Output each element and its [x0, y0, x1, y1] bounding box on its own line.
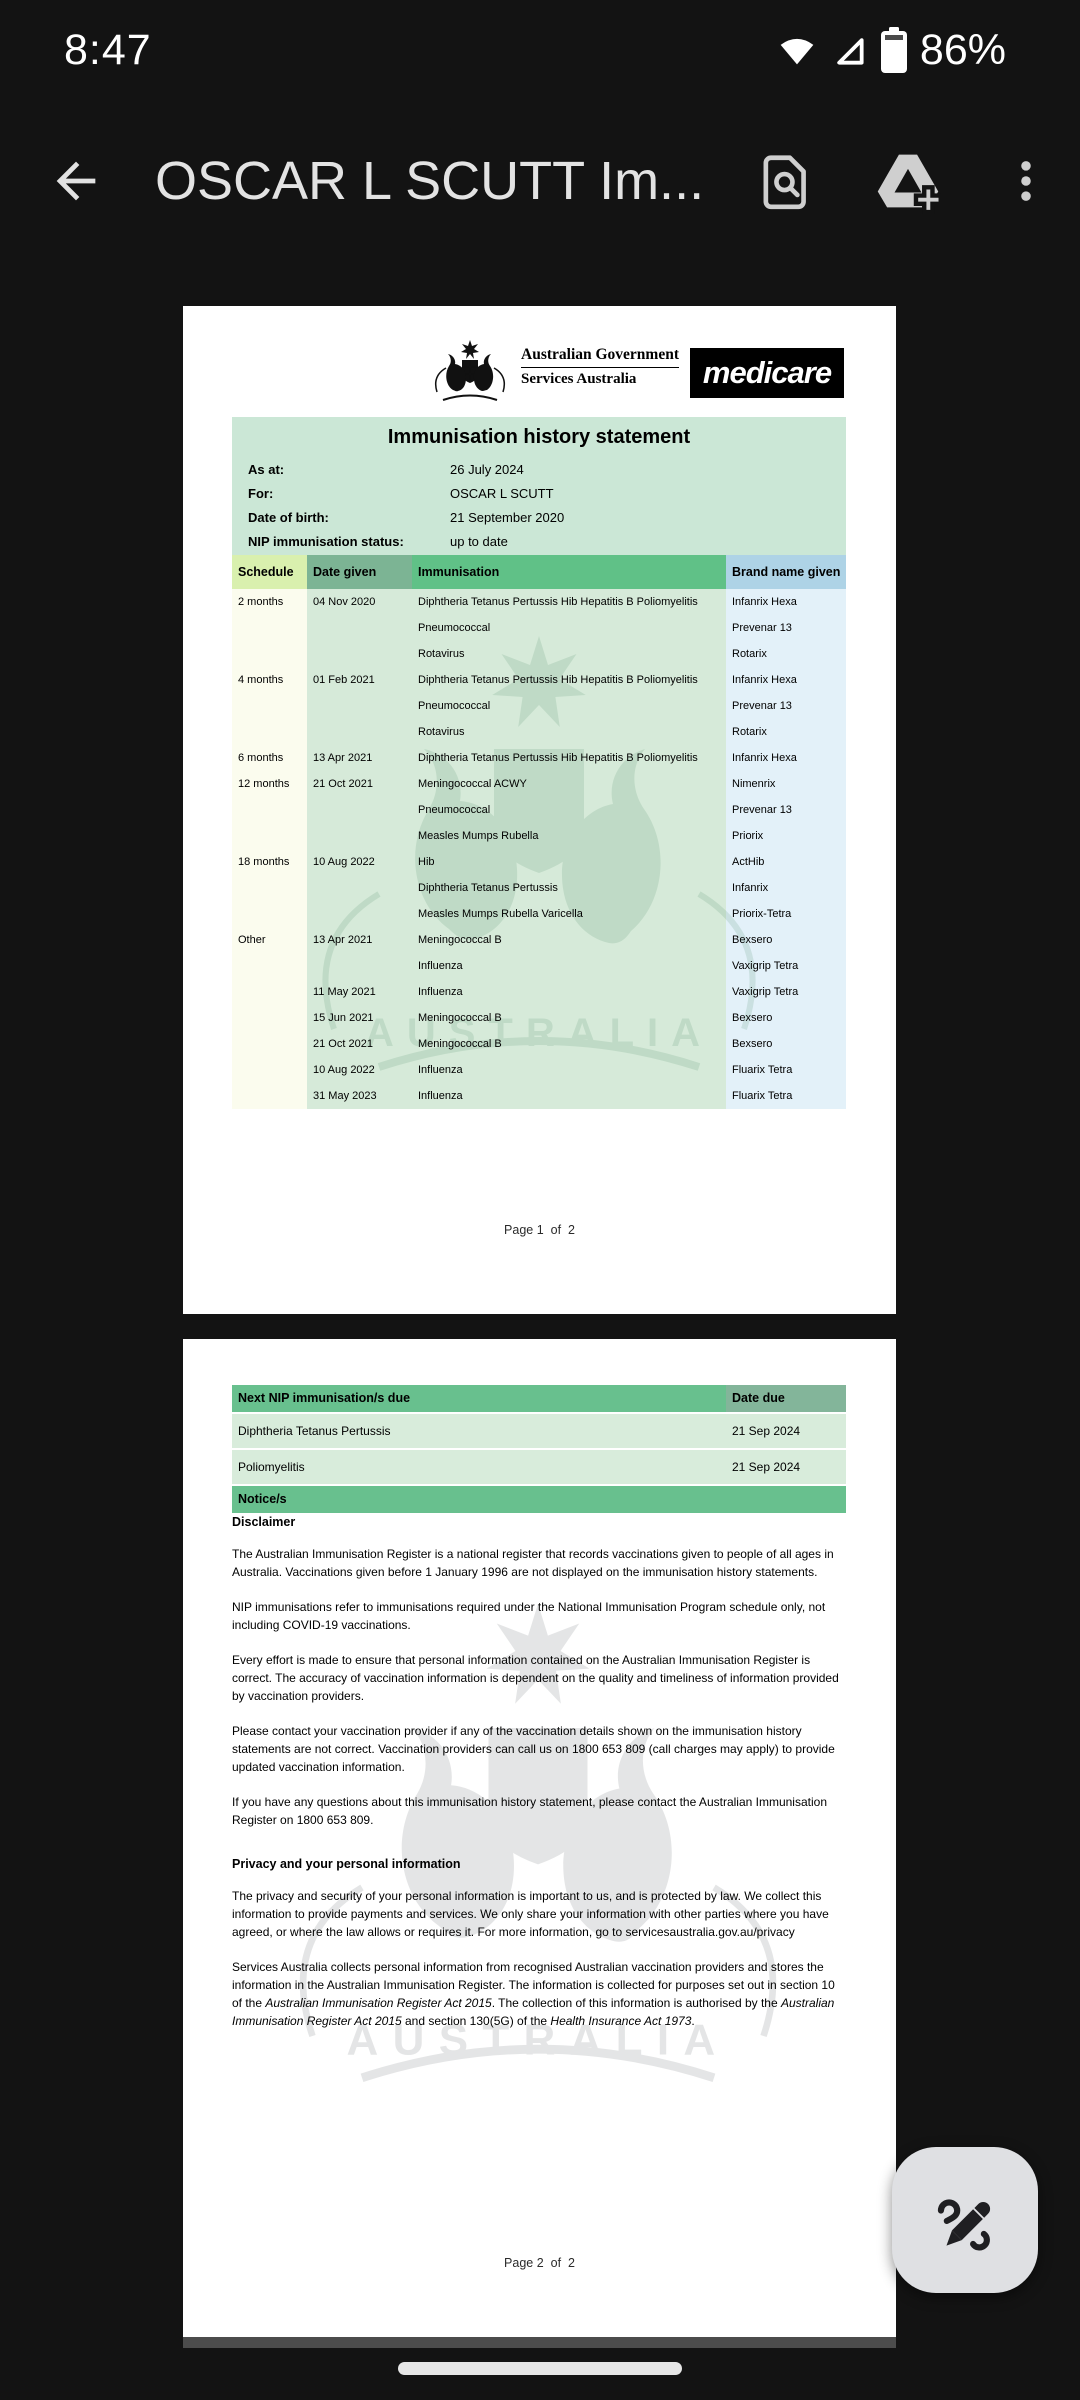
table-cell: Influenza — [418, 1064, 463, 1076]
table-row — [232, 979, 846, 1005]
table-cell: Infanrix — [732, 882, 769, 894]
info-value: OSCAR L SCUTT — [450, 486, 554, 501]
table-row — [232, 953, 846, 979]
table-cell — [232, 1031, 307, 1057]
table-cell: Meningococcal B — [418, 934, 502, 946]
table-cell: 18 months — [238, 856, 290, 868]
table-cell: Prevenar 13 — [732, 804, 792, 816]
table-cell: Measles Mumps Rubella — [418, 830, 539, 842]
table-cell: Measles Mumps Rubella Varicella — [418, 908, 583, 920]
table-cell — [232, 615, 307, 641]
table-cell: Prevenar 13 — [732, 700, 792, 712]
col-header-schedule: Schedule — [232, 555, 307, 589]
stylus-signature-icon — [926, 2180, 1004, 2261]
table-cell: 21 Oct 2021 — [313, 778, 373, 790]
table-row — [232, 745, 846, 771]
col-header-immunisation: Immunisation — [412, 555, 726, 589]
next-due-row — [232, 1414, 846, 1448]
table-cell: Diphtheria Tetanus Pertussis Hib Hepatitis B Poliomyelitis — [418, 752, 698, 764]
annotate-fab[interactable] — [892, 2147, 1038, 2293]
pdf-page-1 — [183, 306, 896, 1314]
gov-line1: Australian Government — [521, 346, 679, 368]
next-due-row — [232, 1450, 846, 1484]
info-row — [232, 510, 846, 534]
table-row — [232, 1083, 846, 1109]
notices-bar: Notice/s — [232, 1486, 846, 1513]
next-due-table — [232, 1385, 846, 1513]
table-cell: 13 Apr 2021 — [313, 934, 373, 946]
pdf-page-2 — [183, 1339, 896, 2347]
table-row — [232, 771, 846, 797]
page2-text — [232, 1515, 848, 2047]
col-header-date-due: Date due — [726, 1385, 846, 1412]
immunisation-table — [232, 555, 846, 1109]
info-label: As at: — [248, 462, 285, 477]
table-row — [232, 615, 846, 641]
table-row — [232, 719, 846, 745]
table-row — [232, 589, 846, 615]
table-cell — [232, 1005, 307, 1031]
table-cell: Priorix-Tetra — [732, 908, 792, 920]
table-cell: Influenza — [418, 986, 463, 998]
table-cell — [232, 875, 307, 901]
table-cell: Diphtheria Tetanus Pertussis — [418, 882, 558, 894]
table-row — [232, 797, 846, 823]
table-cell: Pneumococcal — [418, 700, 491, 712]
table-row — [232, 1005, 846, 1031]
table-cell: 2 months — [238, 596, 284, 608]
table-cell: Meningococcal B — [418, 1012, 502, 1024]
table-cell: Influenza — [418, 960, 463, 972]
document-title: OSCAR L SCUTT Im... — [155, 151, 705, 211]
info-label: NIP immunisation status: — [248, 534, 404, 549]
coat-of-arms-logo — [429, 338, 511, 408]
info-label: For: — [248, 486, 274, 501]
col-header-date-given: Date given — [307, 555, 412, 589]
table-cell: Fluarix Tetra — [732, 1090, 793, 1102]
table-cell — [307, 875, 412, 901]
table-cell: 4 months — [238, 674, 284, 686]
table-row — [232, 693, 846, 719]
status-time: 8:47 — [64, 25, 152, 74]
table-cell — [307, 901, 412, 927]
table-cell — [307, 719, 412, 745]
table-cell: Vaxigrip Tetra — [732, 986, 799, 998]
disclaimer-paragraph: Please contact your vaccination provider if any of the vaccination details shown on the immunisation history statements are not correct. Vaccination providers can call us on 1800 653 809 (call charges may apply) to provide updated vaccination information. — [232, 1724, 835, 1774]
table-cell: Prevenar 13 — [732, 622, 792, 634]
table-cell: Infanrix Hexa — [732, 674, 797, 686]
table-cell: Rotavirus — [418, 648, 465, 660]
page-bottom-shadow — [183, 2337, 896, 2348]
table-cell: 15 Jun 2021 — [313, 1012, 374, 1024]
statement-title: Immunisation history statement — [387, 426, 691, 448]
table-row — [232, 849, 846, 875]
table-cell: Influenza — [418, 1090, 463, 1102]
table-cell — [232, 901, 307, 927]
table-cell — [307, 797, 412, 823]
table-cell: Hib — [418, 856, 435, 868]
table-cell — [307, 641, 412, 667]
disclaimer-paragraph: NIP immunisations refer to immunisations required under the National Immunisation Program schedule only, not including COVID-19 vaccinations. — [232, 1600, 826, 1632]
table-cell: Diphtheria Tetanus Pertussis — [238, 1424, 391, 1438]
table-cell: Vaxigrip Tetra — [732, 960, 799, 972]
table-cell: Rotarix — [732, 648, 767, 660]
government-wordmark — [521, 346, 679, 388]
gesture-navigation-handle[interactable] — [398, 2362, 682, 2375]
table-cell: Infanrix Hexa — [732, 596, 797, 608]
page1-footer: Page 1 of 2 — [504, 1223, 575, 1237]
table-cell: 21 Oct 2021 — [313, 1038, 373, 1050]
table-cell: 04 Nov 2020 — [313, 596, 376, 608]
table-cell — [232, 641, 307, 667]
info-value: 21 September 2020 — [450, 510, 565, 525]
table-cell: 01 Feb 2021 — [313, 674, 375, 686]
next-due-header — [232, 1385, 846, 1412]
privacy-paragraph: The privacy and security of your personal information is important to us, and is protected by law. We collect this information to provide payments and services. We only share your information with other parties where you have agreed, or where the law allows or requires it. For more information, go to servicesaustralia.gov.au/privacy — [232, 1889, 829, 1939]
table-cell: Bexsero — [732, 1038, 773, 1050]
table-cell: Meningococcal ACWY — [418, 778, 527, 790]
privacy-paragraph: Services Australia collects personal information from recognised Australian vaccination providers and stores the information in the Australian Immunisation Register. The information is collected for purposes set out in section 10 of the Australian Immunisation Register Act 2015. The collection of this information is authorised by the Australian Immunisation Register Act 2015 and section 130(5G) of the Health Insurance Act 1973. — [232, 1960, 835, 2028]
table-cell: 12 months — [238, 778, 290, 790]
col-header-next-due: Next NIP immunisation/s due — [232, 1385, 726, 1412]
medicare-logo: medicare — [690, 348, 844, 398]
table-cell: 11 May 2021 — [313, 986, 376, 998]
table-cell: Nimenrix — [732, 778, 776, 790]
table-cell: 6 months — [238, 752, 284, 764]
table-cell: Priorix — [732, 830, 764, 842]
table-row — [232, 641, 846, 667]
disclaimer-paragraph: The Australian Immunisation Register is a national register that records vaccinations given to people of all ages in Australia. Vaccinations given before 1 January 1996 are not displayed on the immunisation history statements. — [232, 1547, 834, 1579]
privacy-heading: Privacy and your personal information — [232, 1857, 461, 1871]
table-cell: ActHib — [732, 856, 765, 868]
table-row — [232, 875, 846, 901]
table-cell: Infanrix Hexa — [732, 752, 797, 764]
col-header-brand: Brand name given — [726, 555, 846, 589]
statement-info-box — [232, 417, 846, 561]
table-row — [232, 1057, 846, 1083]
gov-line2: Services Australia — [521, 371, 637, 387]
table-cell: Rotarix — [732, 726, 767, 738]
table-cell — [307, 615, 412, 641]
table-cell: 13 Apr 2021 — [313, 752, 373, 764]
table-cell: Fluarix Tetra — [732, 1064, 793, 1076]
table-cell — [232, 1083, 307, 1109]
disclaimer-paragraph: If you have any questions about this immunisation history statement, please contact the Australian Immunisation Register on 1800 653 809. — [232, 1795, 827, 1827]
table-row — [232, 823, 846, 849]
table-cell — [307, 693, 412, 719]
table-cell — [232, 1057, 307, 1083]
table-cell: Diphtheria Tetanus Pertussis Hib Hepatitis B Poliomyelitis — [418, 596, 698, 608]
table-cell: 21 Sep 2024 — [732, 1424, 801, 1438]
table-cell: Pneumococcal — [418, 622, 491, 634]
immunisation-table-header — [232, 555, 846, 589]
immunisation-table-body — [232, 589, 846, 1109]
info-row — [232, 462, 846, 486]
table-cell: Poliomyelitis — [238, 1460, 305, 1474]
table-cell: 31 May 2023 — [313, 1090, 377, 1102]
table-cell — [232, 979, 307, 1005]
table-cell: 10 Aug 2022 — [313, 1064, 375, 1076]
table-row — [232, 667, 846, 693]
info-row — [232, 486, 846, 510]
table-cell: Diphtheria Tetanus Pertussis Hib Hepatitis B Poliomyelitis — [418, 674, 698, 686]
table-row — [232, 901, 846, 927]
table-cell: 21 Sep 2024 — [732, 1460, 801, 1474]
info-label: Date of birth: — [248, 510, 329, 525]
table-cell: Pneumococcal — [418, 804, 491, 816]
info-value: up to date — [450, 534, 508, 549]
table-cell — [232, 797, 307, 823]
table-cell — [307, 823, 412, 849]
table-row — [232, 1031, 846, 1057]
table-cell — [232, 693, 307, 719]
table-cell: 10 Aug 2022 — [313, 856, 375, 868]
disclaimer-paragraph: Every effort is made to ensure that personal information contained on the Australian Immunisation Register is correct. The accuracy of vaccination information is dependent on the quality and timeliness of information provided by vaccination providers. — [232, 1653, 839, 1703]
table-cell — [307, 953, 412, 979]
table-cell: Bexsero — [732, 934, 773, 946]
battery-percent: 86% — [919, 25, 1006, 74]
table-cell: Meningococcal B — [418, 1038, 502, 1050]
disclaimer-heading: Disclaimer — [232, 1515, 296, 1529]
table-cell: Other — [238, 934, 266, 946]
page2-footer: Page 2 of 2 — [504, 2256, 575, 2270]
table-cell — [232, 953, 307, 979]
table-cell — [232, 719, 307, 745]
table-cell: Bexsero — [732, 1012, 773, 1024]
info-value: 26 July 2024 — [450, 462, 524, 477]
table-cell — [232, 823, 307, 849]
table-row — [232, 927, 846, 953]
table-cell: Rotavirus — [418, 726, 465, 738]
